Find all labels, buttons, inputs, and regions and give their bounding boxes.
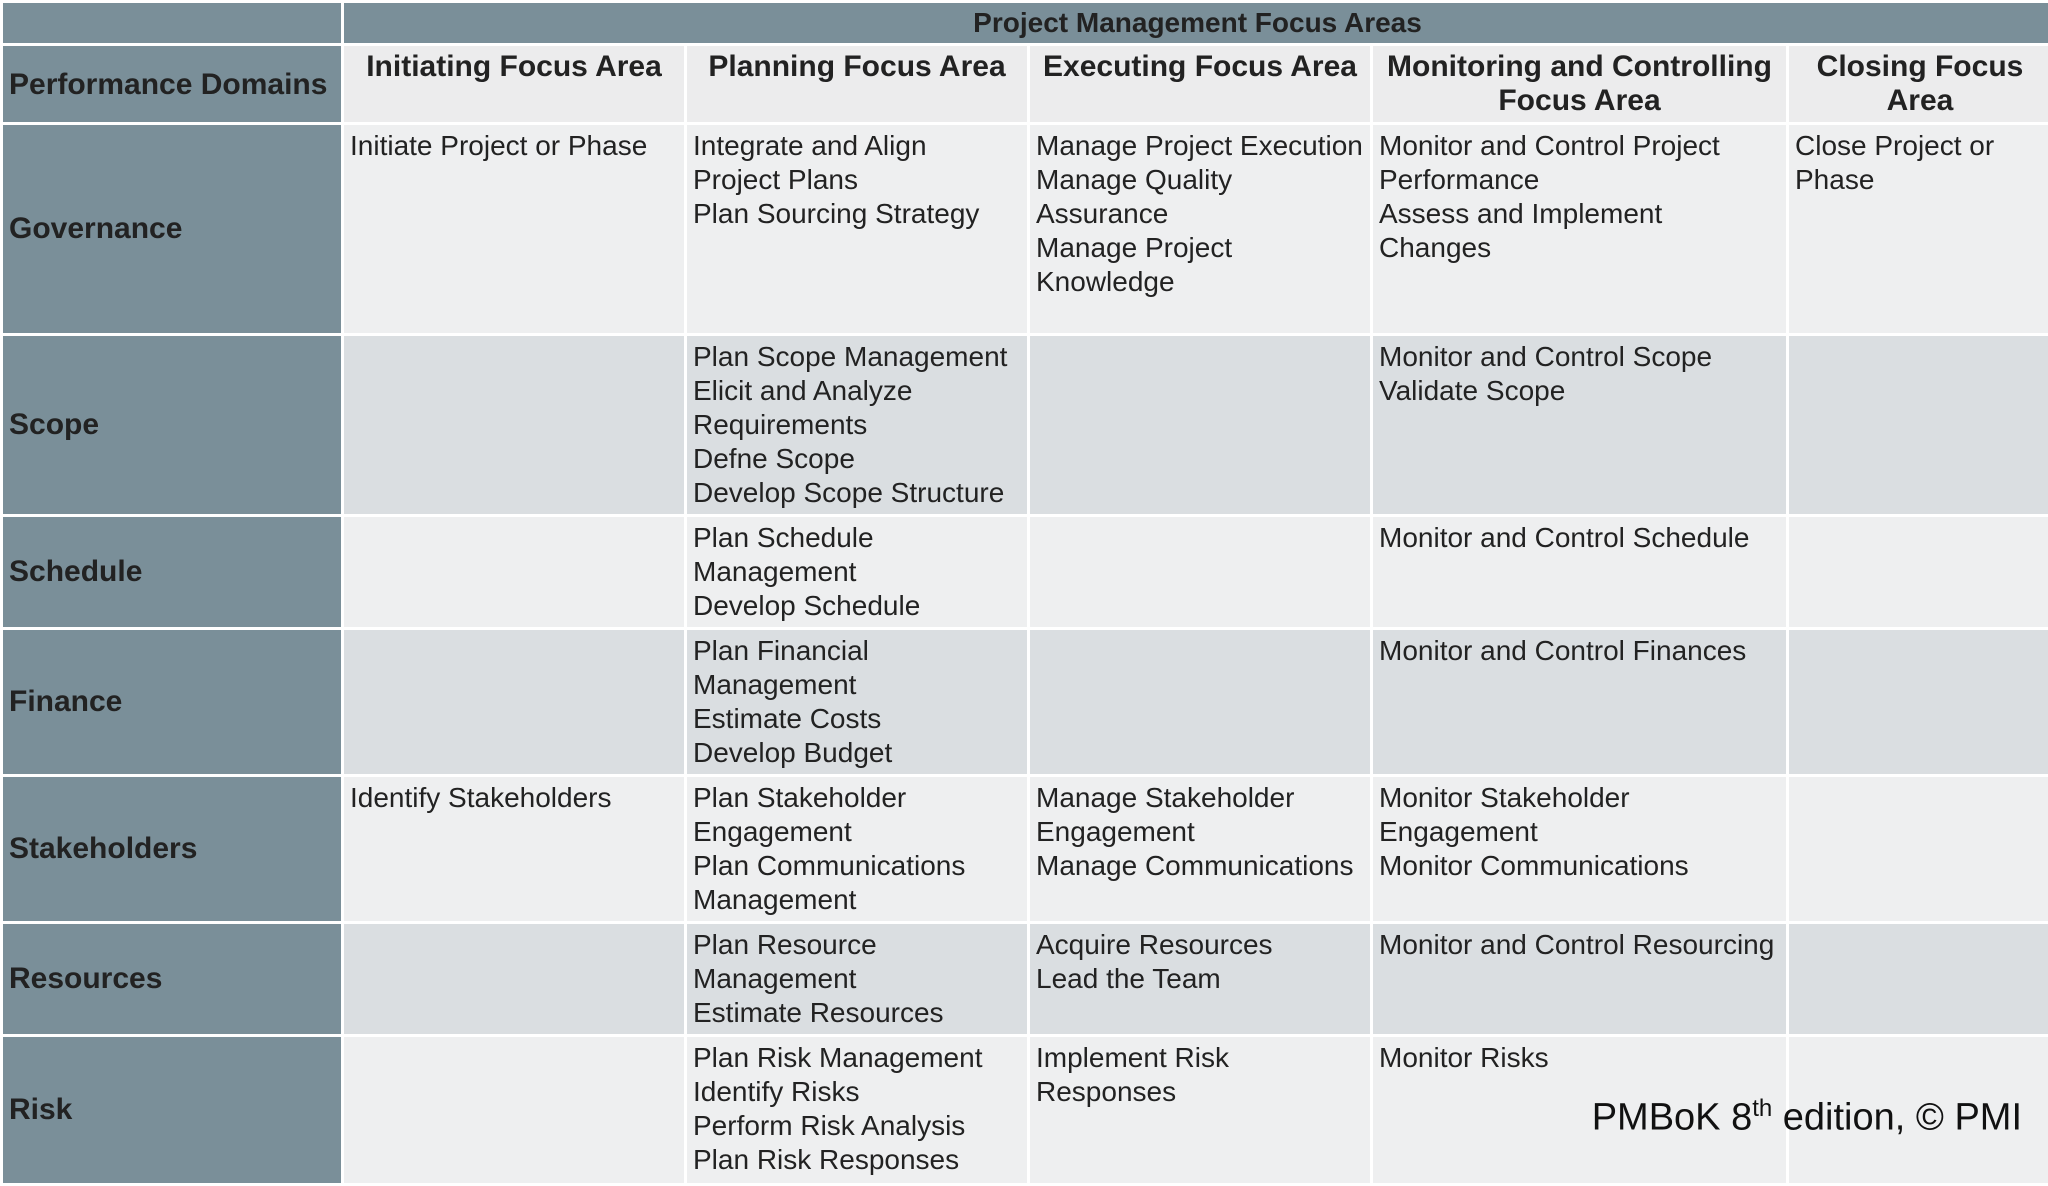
process-item: Monitor and Control Resourcing — [1379, 929, 1775, 960]
process-item: Elicit and Analyze Requirements — [693, 375, 913, 440]
domain-label: Resources — [3, 924, 341, 1034]
table-cell — [344, 777, 684, 921]
table-row — [3, 777, 2048, 921]
process-item: Defne Scope — [693, 443, 855, 474]
table-cell — [1373, 517, 1786, 627]
process-item: Plan Risk Responses — [693, 1144, 960, 1175]
table-cell — [687, 336, 1027, 514]
table-cell — [1789, 630, 2048, 774]
table-cell — [1789, 125, 2048, 333]
process-item: Monitor and Control Schedule — [1379, 522, 1750, 553]
process-item: Perform Risk Analysis — [693, 1110, 966, 1141]
table-cell — [344, 630, 684, 774]
table-cell — [1373, 125, 1786, 333]
process-item: Acquire Resources — [1036, 929, 1273, 960]
table-cell — [1789, 777, 2048, 921]
process-item: Manage Quality Assurance — [1036, 164, 1233, 229]
table-cell — [344, 336, 684, 514]
domain-label: Stakeholders — [3, 777, 341, 921]
process-item: Monitor and Control Project Performance — [1379, 130, 1720, 195]
column-header: Executing Focus Area — [1030, 46, 1370, 122]
table-cell — [1373, 630, 1786, 774]
process-item: Plan Communications Management — [693, 850, 966, 915]
process-item: Lead the Team — [1036, 963, 1221, 994]
table-cell — [1030, 517, 1370, 627]
table-row — [3, 336, 2048, 514]
table-cell — [1030, 336, 1370, 514]
table-cell — [687, 630, 1027, 774]
process-item: Plan Scope Management — [693, 341, 1008, 372]
process-item: Monitor Communications — [1379, 850, 1689, 881]
process-item: Develop Scope Structure — [693, 477, 1005, 508]
table-cell — [687, 125, 1027, 333]
copyright-prefix: PMBoK 8 — [1591, 1097, 1753, 1139]
table-cell — [687, 517, 1027, 627]
column-header: Planning Focus Area — [687, 46, 1027, 122]
column-header: Initiating Focus Area — [344, 46, 684, 122]
process-item: Monitor and Control Scope — [1379, 341, 1713, 372]
process-item: Plan Schedule Management — [693, 522, 874, 587]
process-item: Initiate Project or Phase — [350, 130, 648, 161]
process-item: Manage Stakeholder Engagement — [1036, 782, 1295, 847]
performance-domains-header: Performance Domains — [3, 46, 341, 122]
table-cell — [1030, 777, 1370, 921]
table-cell — [1789, 517, 2048, 627]
table-cell — [344, 1037, 684, 1183]
copyright-sup: th — [1752, 1095, 1773, 1123]
table-cell — [344, 517, 684, 627]
table-cell — [344, 924, 684, 1034]
header-spacer — [3, 3, 341, 43]
copyright-notice — [1592, 1095, 2022, 1140]
table-cell — [1373, 924, 1786, 1034]
process-item: Manage Project Execution — [1036, 130, 1363, 161]
process-item: Plan Risk Management — [693, 1042, 983, 1073]
table-cell — [687, 1037, 1027, 1183]
table-cell — [1373, 777, 1786, 921]
process-item: Estimate Costs — [693, 703, 882, 734]
process-item: Close Project or Phase — [1795, 130, 1995, 195]
table-row — [3, 125, 2048, 333]
process-item: Develop Budget — [693, 737, 893, 768]
table-cell — [1030, 924, 1370, 1034]
process-item: Plan Sourcing Strategy — [693, 198, 980, 229]
process-item: Plan Stakeholder Engagement — [693, 782, 907, 847]
copyright-suffix: edition, © PMI — [1772, 1097, 2022, 1139]
process-item: Identify Stakeholders — [350, 782, 612, 813]
domain-label: Governance — [3, 125, 341, 333]
process-item: Identify Risks — [693, 1076, 860, 1107]
table-cell — [687, 924, 1027, 1034]
domain-label: Finance — [3, 630, 341, 774]
process-item: Develop Schedule — [693, 590, 921, 621]
process-item: Monitor Risks — [1379, 1042, 1549, 1073]
process-item: Assess and Implement Changes — [1379, 198, 1663, 263]
process-item: Monitor and Control Finances — [1379, 635, 1747, 666]
table-cell — [1030, 1037, 1370, 1183]
table-body — [3, 125, 2048, 1183]
process-item: Monitor Stakeholder Engagement — [1379, 782, 1630, 847]
table-row — [3, 517, 2048, 627]
table-row — [3, 924, 2048, 1034]
table-cell — [1789, 924, 2048, 1034]
domain-label: Scope — [3, 336, 341, 514]
table-cell — [1789, 336, 2048, 514]
process-item: Estimate Resources — [693, 997, 944, 1028]
table-cell — [1030, 125, 1370, 333]
process-item: Manage Communications — [1036, 850, 1354, 881]
process-item: Plan Financial Management — [693, 635, 869, 700]
process-item: Manage Project Knowledge — [1036, 232, 1233, 297]
table-row — [3, 630, 2048, 774]
process-item: Integrate and Align Project Plans — [693, 130, 927, 195]
process-item: Validate Scope — [1379, 375, 1566, 406]
domain-label: Risk — [3, 1037, 341, 1183]
process-item: Plan Resource Management — [693, 929, 877, 994]
column-header: Closing Focus Area — [1789, 46, 2048, 122]
table-cell — [1373, 336, 1786, 514]
table-cell — [344, 125, 684, 333]
process-item: Implement Risk Responses — [1036, 1042, 1229, 1107]
table-title: Project Management Focus Areas — [344, 3, 2048, 43]
table-cell — [1030, 630, 1370, 774]
column-header: Monitoring and Controlling Focus Area — [1373, 46, 1786, 122]
table-cell — [687, 777, 1027, 921]
domain-label: Schedule — [3, 517, 341, 627]
